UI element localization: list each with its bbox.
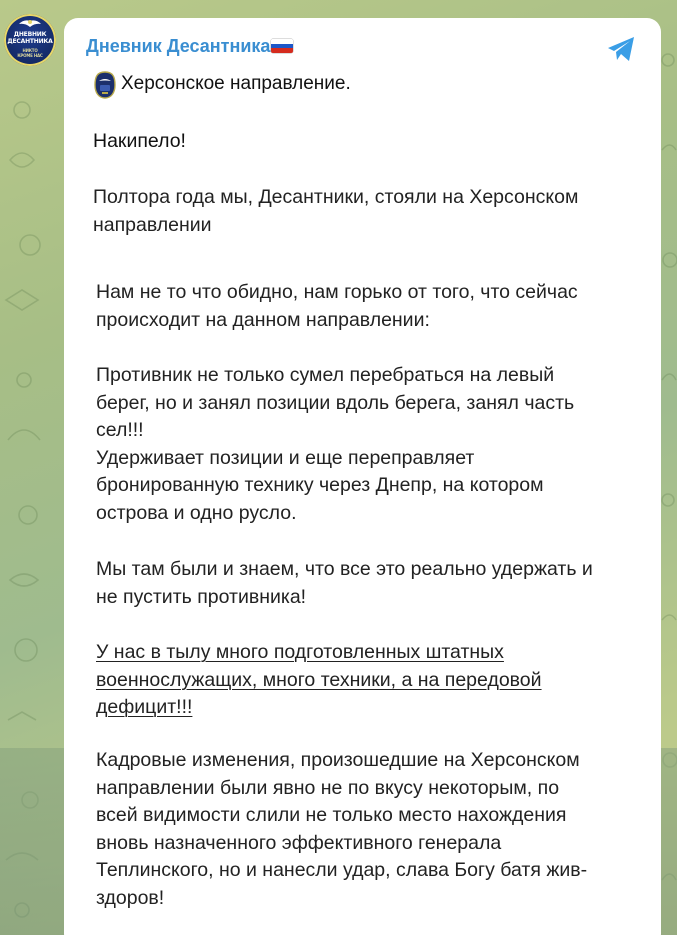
text-line: направлении <box>93 213 212 236</box>
text-line: острова и одно русло. <box>96 501 297 524</box>
paragraph-4 <box>96 556 656 611</box>
text-line: У нас в тылу много подготовленных штатных <box>96 641 504 663</box>
post-header-text: Херсонское направление. <box>121 73 351 94</box>
post-title: Накипело! <box>93 130 186 152</box>
paragraph-1 <box>93 184 653 239</box>
channel-avatar[interactable] <box>4 14 56 66</box>
paragraph-3 <box>96 362 656 527</box>
avatar-text-line-4: КРОМЕ НАС <box>17 53 43 58</box>
avatar-text-line-1: ДНЕВНИК <box>13 31 47 38</box>
text-line: Противник не только сумел перебраться на левый <box>96 364 555 386</box>
paragraph-2 <box>96 279 656 334</box>
text-line: бронированную технику через Днепр, на котором <box>96 474 544 496</box>
text-line: Кадровые изменения, произошедшие на Херсонском <box>96 749 580 771</box>
text-line: Мы там были и знаем, что все это реально удержать и <box>96 558 593 580</box>
avatar-text-line-2: ДЕСАНТНИКА <box>7 38 53 45</box>
channel-name[interactable] <box>86 36 293 57</box>
text-line: здоров! <box>96 886 165 909</box>
paratrooper-wings-icon <box>19 19 41 29</box>
paragraph-6 <box>96 747 656 912</box>
text-line: не пустить противника! <box>96 585 307 608</box>
text-line: Полтора года мы, Десантники, стояли на Херсонском <box>93 186 579 208</box>
text-line: берег, но и занял позиции вдоль берега, занял часть <box>96 391 575 414</box>
message-bubble <box>64 18 661 935</box>
share-icon[interactable] <box>604 32 638 66</box>
paragraph-5-underlined <box>96 639 656 722</box>
text-line: сел!!! <box>96 419 144 441</box>
russia-flag-icon <box>271 39 293 53</box>
text-line: направлении были явно не по вкусу некоторым, по <box>96 776 560 799</box>
text-line: дефицит!!! <box>96 696 193 718</box>
text-line: всей видимости слили не только место нахождения <box>96 804 567 826</box>
text-line: Нам не то что обидно, нам горько от того, что сейчас <box>96 281 578 303</box>
avatar-text-line-3: НИКТО <box>22 48 38 53</box>
channel-name-text: Дневник Десантника <box>86 36 271 56</box>
text-line: Удерживает позиции и еще переправляет <box>96 446 475 469</box>
paratrooper-badge-icon <box>94 71 116 99</box>
text-line: происходит на данном направлении: <box>96 308 430 331</box>
text-line: военнослужащих, много техники, а на передовой <box>96 668 542 691</box>
text-line: Теплинского, но и нанесли удар, слава Богу батя жив- <box>96 859 588 881</box>
flag-stripe-red <box>271 48 293 53</box>
text-line: вновь назначенного эффективного генерала <box>96 831 502 854</box>
